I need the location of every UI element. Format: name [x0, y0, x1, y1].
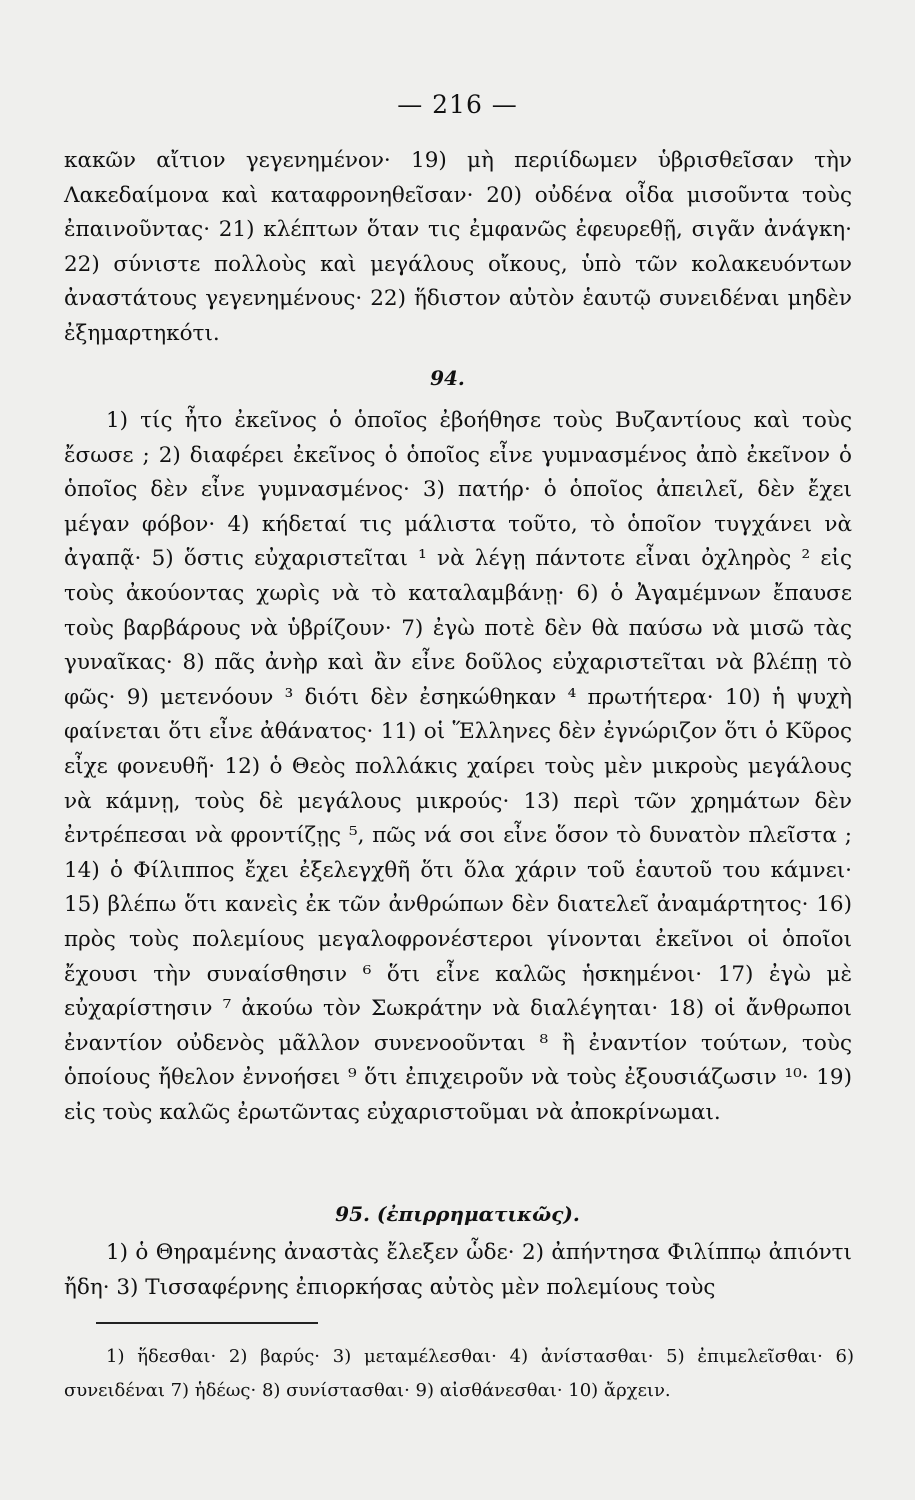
section-94-block: [64, 404, 852, 1130]
footnotes-block: [64, 1340, 854, 1408]
section-94-heading: 94.: [430, 366, 465, 390]
intro-paragraph-block: [64, 144, 852, 352]
section-95-block: [64, 1236, 852, 1305]
section-95-paragraph: 1) ὁ Θηραμένης ἀναστὰς ἔλεξεν ὧδε· 2) ἀπήντησα Φιλίππῳ ἀπιόντι ἤδη· 3) Τισσαφέρνης ἐπιορκήσας αὐτὸς μὲν πολεμίους τοὺς: [64, 1240, 852, 1300]
page-number: — 216 —: [397, 90, 518, 119]
footnote-divider: [96, 1322, 318, 1324]
section-94-paragraph: 1) τίς ἦτο ἐκεῖνος ὁ ὁποῖος ἐβοήθησε τοὺς Βυζαντίους καὶ τοὺς ἔσωσε ; 2) διαφέρει ἐκεῖνος ὁ ὁποῖος εἶνε γυμνασμένος ἀπὸ ἐκεῖνον ὁ ὁποῖος δὲν εἶνε γυμνασμένος· 3) πατήρ· ὁ ὁποῖος ἀπειλεῖ, δὲν ἔχει μέγαν φόβον· 4) κήδεταί τις μάλιστα τοῦτο, τὸ ὁποῖον τυγχάνει νὰ ἀγαπᾷ· 5) ὅστις εὐχαριστεῖται ¹ νὰ λέγῃ πάντοτε εἶναι ὀχληρὸς ² εἰς τοὺς ἀκούοντας χωρὶς νὰ τὸ καταλαμβάνῃ· 6) ὁ Ἀγαμέμνων ἔπαυσε τοὺς βαρβάρους νὰ ὑβρίζουν· 7) ἐγὼ ποτὲ δὲν θὰ παύσω νὰ μισῶ τὰς γυναῖκας· 8) πᾶς ἀνὴρ καὶ ἂν εἶνε δοῦλος εὐχαριστεῖται νὰ βλέπῃ τὸ φῶς· 9) μετενόουν ³ διότι δὲν ἐσηκώθηκαν ⁴ πρωτήτερα· 10) ἡ ψυχὴ φαίνεται ὅτι εἶνε ἀθάνατος· 11) οἱ Ἕλληνες δὲν ἐγνώριζον ὅτι ὁ Κῦρος εἶχε φονευθῆ· 12) ὁ Θεὸς πολλάκις χαίρει τοὺς μὲν μικροὺς μεγάλους νὰ κάμνῃ, τοὺς δὲ μεγάλους μικρούς· 13) περὶ τῶν χρημάτων δὲν ἐντρέπεσαι νὰ φροντίζῃς ⁵, πῶς νά σοι εἶνε ὅσον τὸ δυνατὸν πλεῖστα ; 14) ὁ Φίλιππος ἔχει ἐξελεγχθῆ ὅτι ὅλα χάριν τοῦ ἑαυτοῦ του κάμνει· 15) βλέπω ὅτι κανεὶς ἐκ τῶν ἀνθρώπων δὲν διατελεῖ ἀναμάρτητος· 16) πρὸς τοὺς πολεμίους μεγαλοφρονέστεροι γίνονται ἐκεῖνοι οἱ ὁποῖοι ἔχουσι τὴν συναίσθησιν ⁶ ὅτι εἶνε καλῶς ἡσκημένοι· 17) ἐγὼ μὲ εὐχαρίστησιν ⁷ ἀκούω τὸν Σωκράτην νὰ διαλέγηται· 18) οἱ ἄνθρωποι ἐναντίον οὐδενὸς μᾶλλον συνενοοῦνται ⁸ ἢ ἐναντίον τούτων, τοὺς ὁποίους ἤθελον ἐννοήσει ⁹ ὅτι ἐπιχειροῦν νὰ τοὺς ἐξουσιάζωσιν ¹⁰· 19) εἰς τοὺς καλῶς ἐρωτῶντας εὐχαριστοῦμαι νὰ ἀποκρίνωμαι.: [64, 408, 852, 1125]
section-95-heading: 95. (ἐπιρρηματικῶς).: [335, 1202, 580, 1226]
footnotes: 1) ἥδεσθαι· 2) βαρύς· 3) μεταμέλεσθαι· 4) ἀνίστασθαι· 5) ἐπιμελεῖσθαι· 6) συνειδέναι 7) ἡδέως· 8) συνίστασθαι· 9) αἰσθάνεσθαι· 10) ἄρχειν.: [64, 1346, 854, 1401]
intro-paragraph: κακῶν αἴτιον γεγενημένον· 19) μὴ περιίδωμεν ὑβρισθεῖσαν τὴν Λακεδαίμονα καὶ καταφρονηθεῖσαν· 20) οὐδένα οἶδα μισοῦντα τοὺς ἐπαινοῦντας· 21) κλέπτων ὅταν τις ἐμφανῶς ἐφευρεθῇ, σιγᾶν ἀνάγκη· 22) σύνιστε πολλοὺς καὶ μεγάλους οἴκους, ὑπὸ τῶν κολακευόντων ἀναστάτους γεγενημένους· 22) ἥδιστον αὐτὸν ἑαυτῷ συνειδέναι μηδὲν ἐξημαρτηκότι.: [64, 148, 852, 346]
